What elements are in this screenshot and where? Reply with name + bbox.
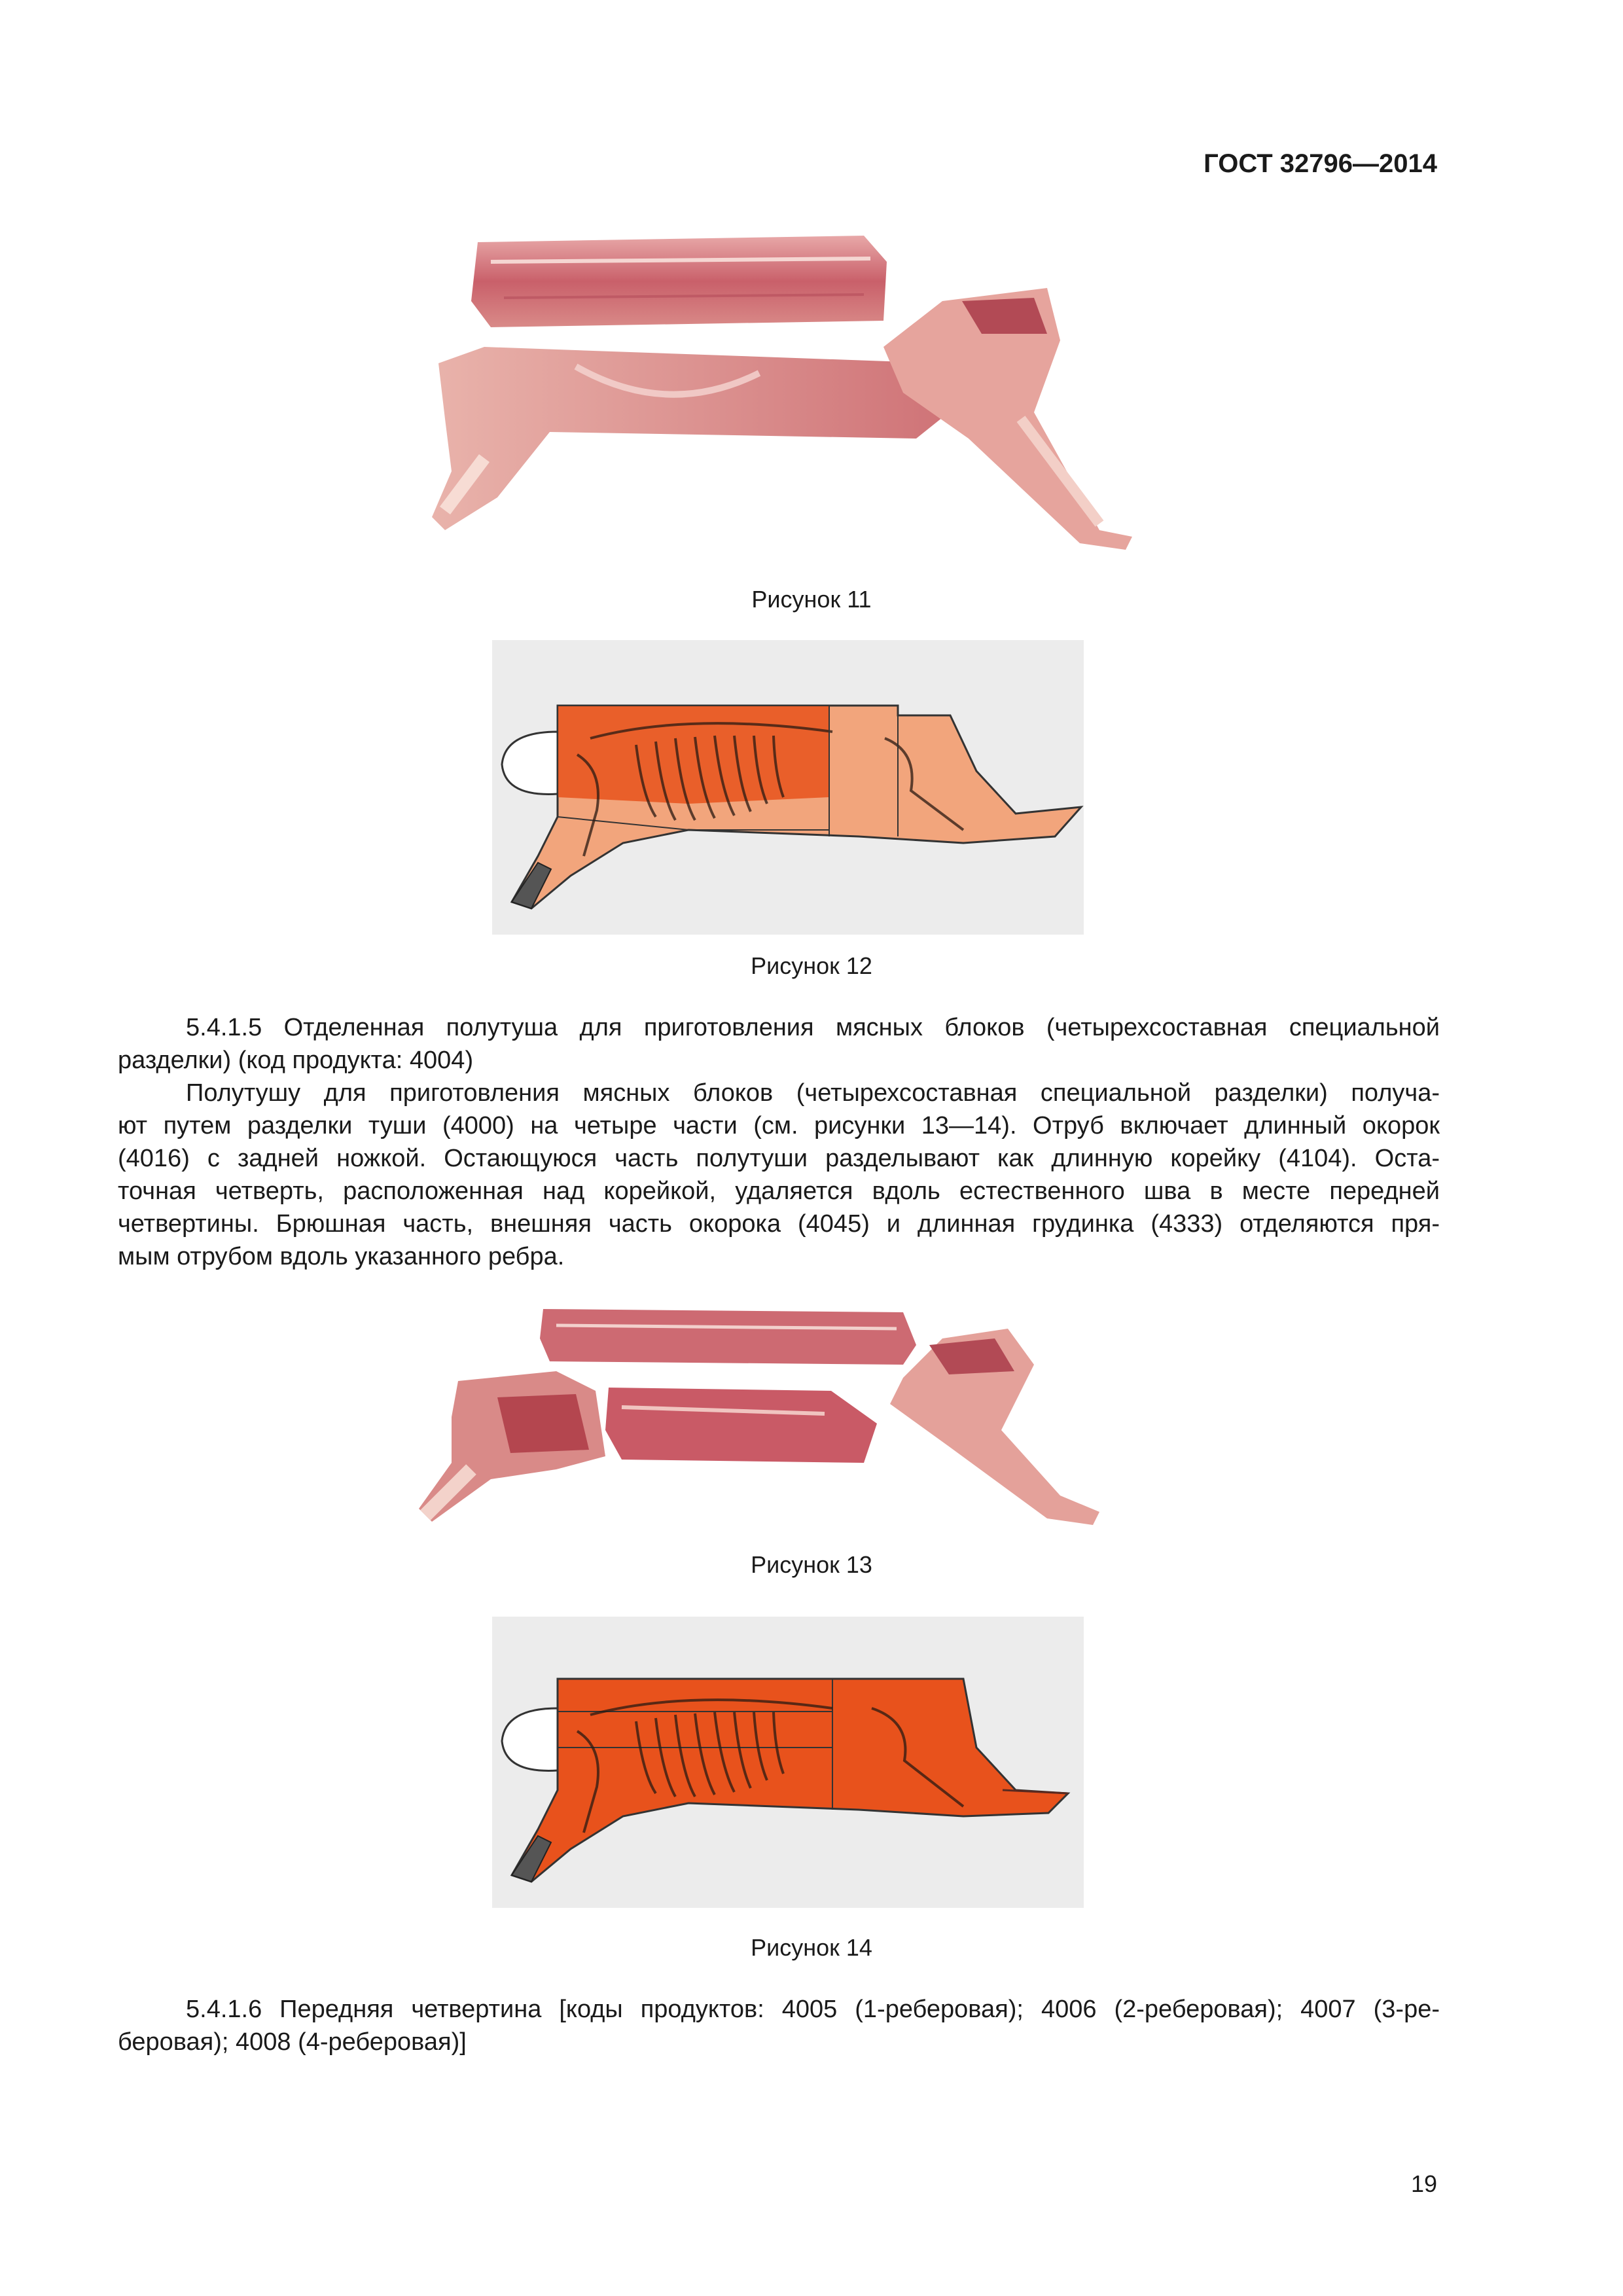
section-title-line: разделки) (код продукта: 4004) [118, 1047, 474, 1074]
carcass-cut-diagram [492, 640, 1084, 935]
body-line: точная четверть, расположенная над корейкой, удаляется вдоль естественного шва в месте передней [118, 1177, 1440, 1205]
figure-13-caption: Рисунок 13 [751, 1551, 872, 1578]
section-title-line: 5.4.1.5 Отделенная полутуша для приготовления мясных блоков (четырехсоставная специальной [186, 1014, 1440, 1041]
body-line: Полутушу для приготовления мясных блоков (четырехсоставная специальной разделки) получа- [186, 1079, 1440, 1107]
section-title-line: берoвая); 4008 (4-реберовая)] [118, 2028, 467, 2056]
figure-11-photo [406, 223, 1158, 563]
figure-12-caption: Рисунок 12 [751, 952, 872, 979]
meat-cuts-illustration [406, 223, 1158, 563]
figure-14-caption: Рисунок 14 [751, 1934, 872, 1961]
document-code: ГОСТ 32796—2014 [1204, 149, 1437, 178]
section-title-line: 5.4.1.6 Передняя четвертина [коды продуктов: 4005 (1-реберовая); 4006 (2-реберовая); 4007 (3-ре- [186, 1996, 1440, 2023]
body-line: четвертины. Брюшная часть, внешняя часть окорока (4045) и длинная грудинка (4333) отделяются пря- [118, 1210, 1440, 1238]
page-number: 19 [1410, 2170, 1437, 2197]
body-line: мым отрубом вдоль указанного ребра. [118, 1243, 565, 1270]
four-meat-cuts-illustration [406, 1299, 1158, 1535]
section-5-4-1-5 [118, 1011, 1440, 1273]
section-5-4-1-6 [118, 1993, 1440, 2058]
body-line: (4016) с задней ножкой. Остающуюся часть полутуши разделывают как длинную корейку (4104). Оста- [118, 1145, 1440, 1172]
carcass-four-part-diagram [492, 1617, 1084, 1908]
figure-13-photo [406, 1299, 1158, 1535]
body-line: ют путем разделки туши (4000) на четыре части (см. рисунки 13—14). Отруб включает длинный окорок [118, 1112, 1440, 1139]
figure-11-caption: Рисунок 11 [751, 586, 872, 613]
figure-14-diagram [492, 1617, 1084, 1908]
figure-12-diagram [492, 640, 1084, 935]
